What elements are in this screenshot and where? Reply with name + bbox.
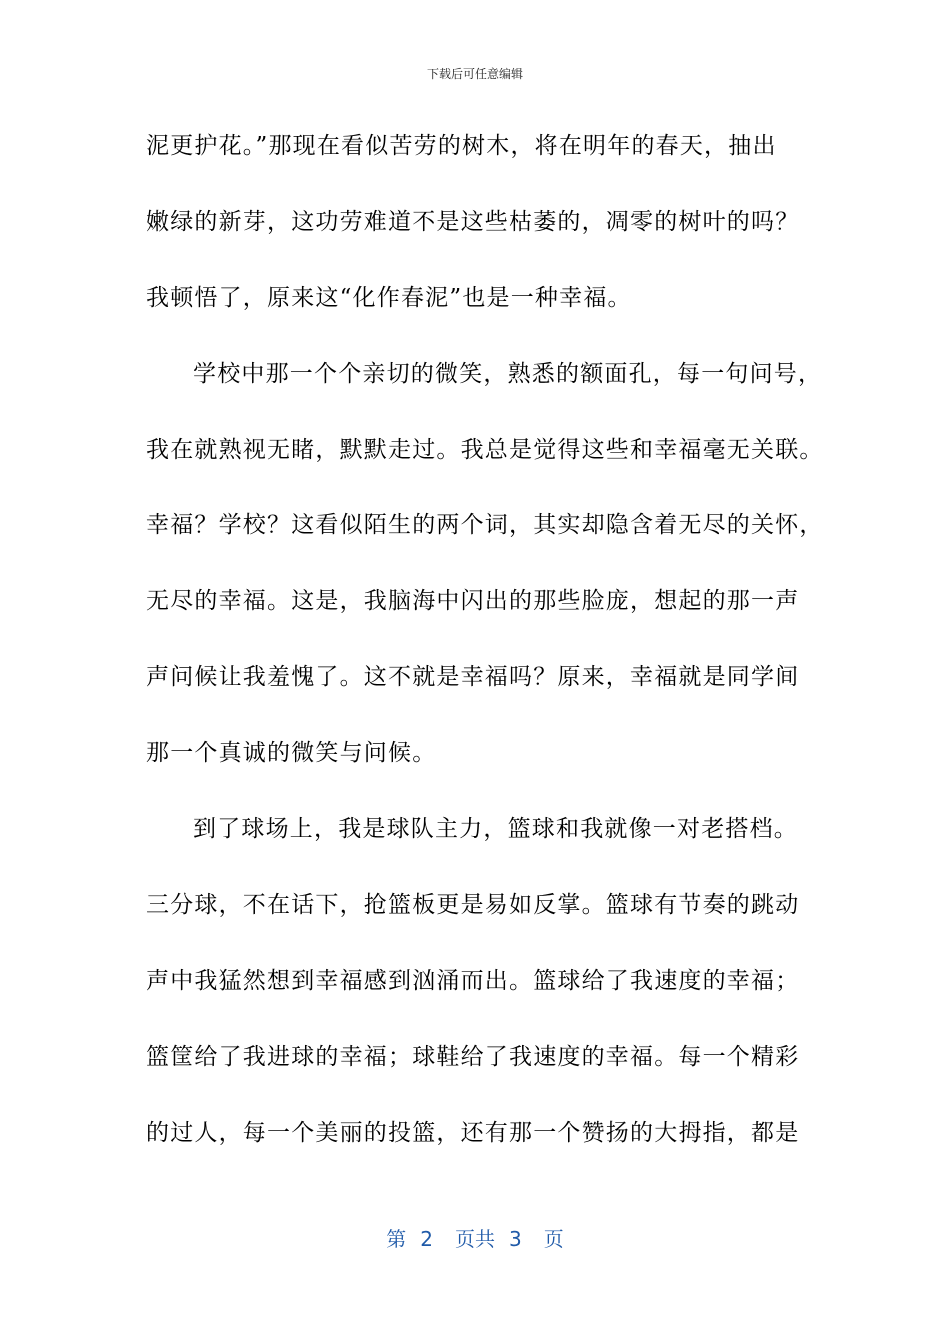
page-number-footer — [0, 1226, 950, 1252]
total-pages-number: 3 — [509, 1227, 522, 1251]
text-line: 我顿悟了，原来这“化作春泥”也是一种幸福。 — [146, 284, 632, 311]
text-line: 那一个真诚的微笑与问候。 — [146, 740, 437, 767]
page-header-note: 下载后可任意编辑 — [426, 67, 523, 81]
current-page-number: 2 — [420, 1227, 433, 1251]
text-line: 嫩绿的新芽，这功劳难道不是这些枯萎的，凋零的树叶的吗？ — [146, 208, 800, 235]
text-line: 的过人，每一个美丽的投篮，还有那一个赞扬的大拇指，都是 — [146, 1119, 800, 1146]
text-line: 篮筐给了我进球的幸福；球鞋给了我速度的幸福。每一个精彩 — [146, 1043, 800, 1070]
text-line: 声问候让我羞愧了。这不就是幸福吗？原来，幸福就是同学间 — [146, 664, 800, 691]
text-line: 声中我猛然想到幸福感到汹涌而出。篮球给了我速度的幸福； — [146, 967, 800, 994]
paragraph-start-line: 学校中那一个个亲切的微笑，熟悉的额面孔，每一句问号， — [193, 360, 823, 387]
paragraph-start-line: 到了球场上，我是球队主力，篮球和我就像一对老搭档。 — [193, 816, 798, 843]
page-mid-text: 页共 — [455, 1227, 495, 1251]
text-line: 泥更护花。”那现在看似苦劳的树木，将在明年的春天，抽出 — [146, 133, 777, 159]
text-line: 无尽的幸福。这是，我脑海中闪出的那些脸庞，想起的那一声 — [146, 588, 800, 615]
text-line: 三分球，不在话下，抢篮板更是易如反掌。篮球有节奏的跳动 — [146, 891, 800, 918]
page-suffix: 页 — [543, 1227, 564, 1251]
text-line: 幸福？学校？这看似陌生的两个词，其实却隐含着无尽的关怀， — [146, 512, 824, 539]
text-line: 我在就熟视无睹，默默走过。我总是觉得这些和幸福毫无关联。 — [146, 436, 824, 463]
page-prefix: 第 — [386, 1227, 407, 1251]
document-body — [146, 120, 824, 1182]
